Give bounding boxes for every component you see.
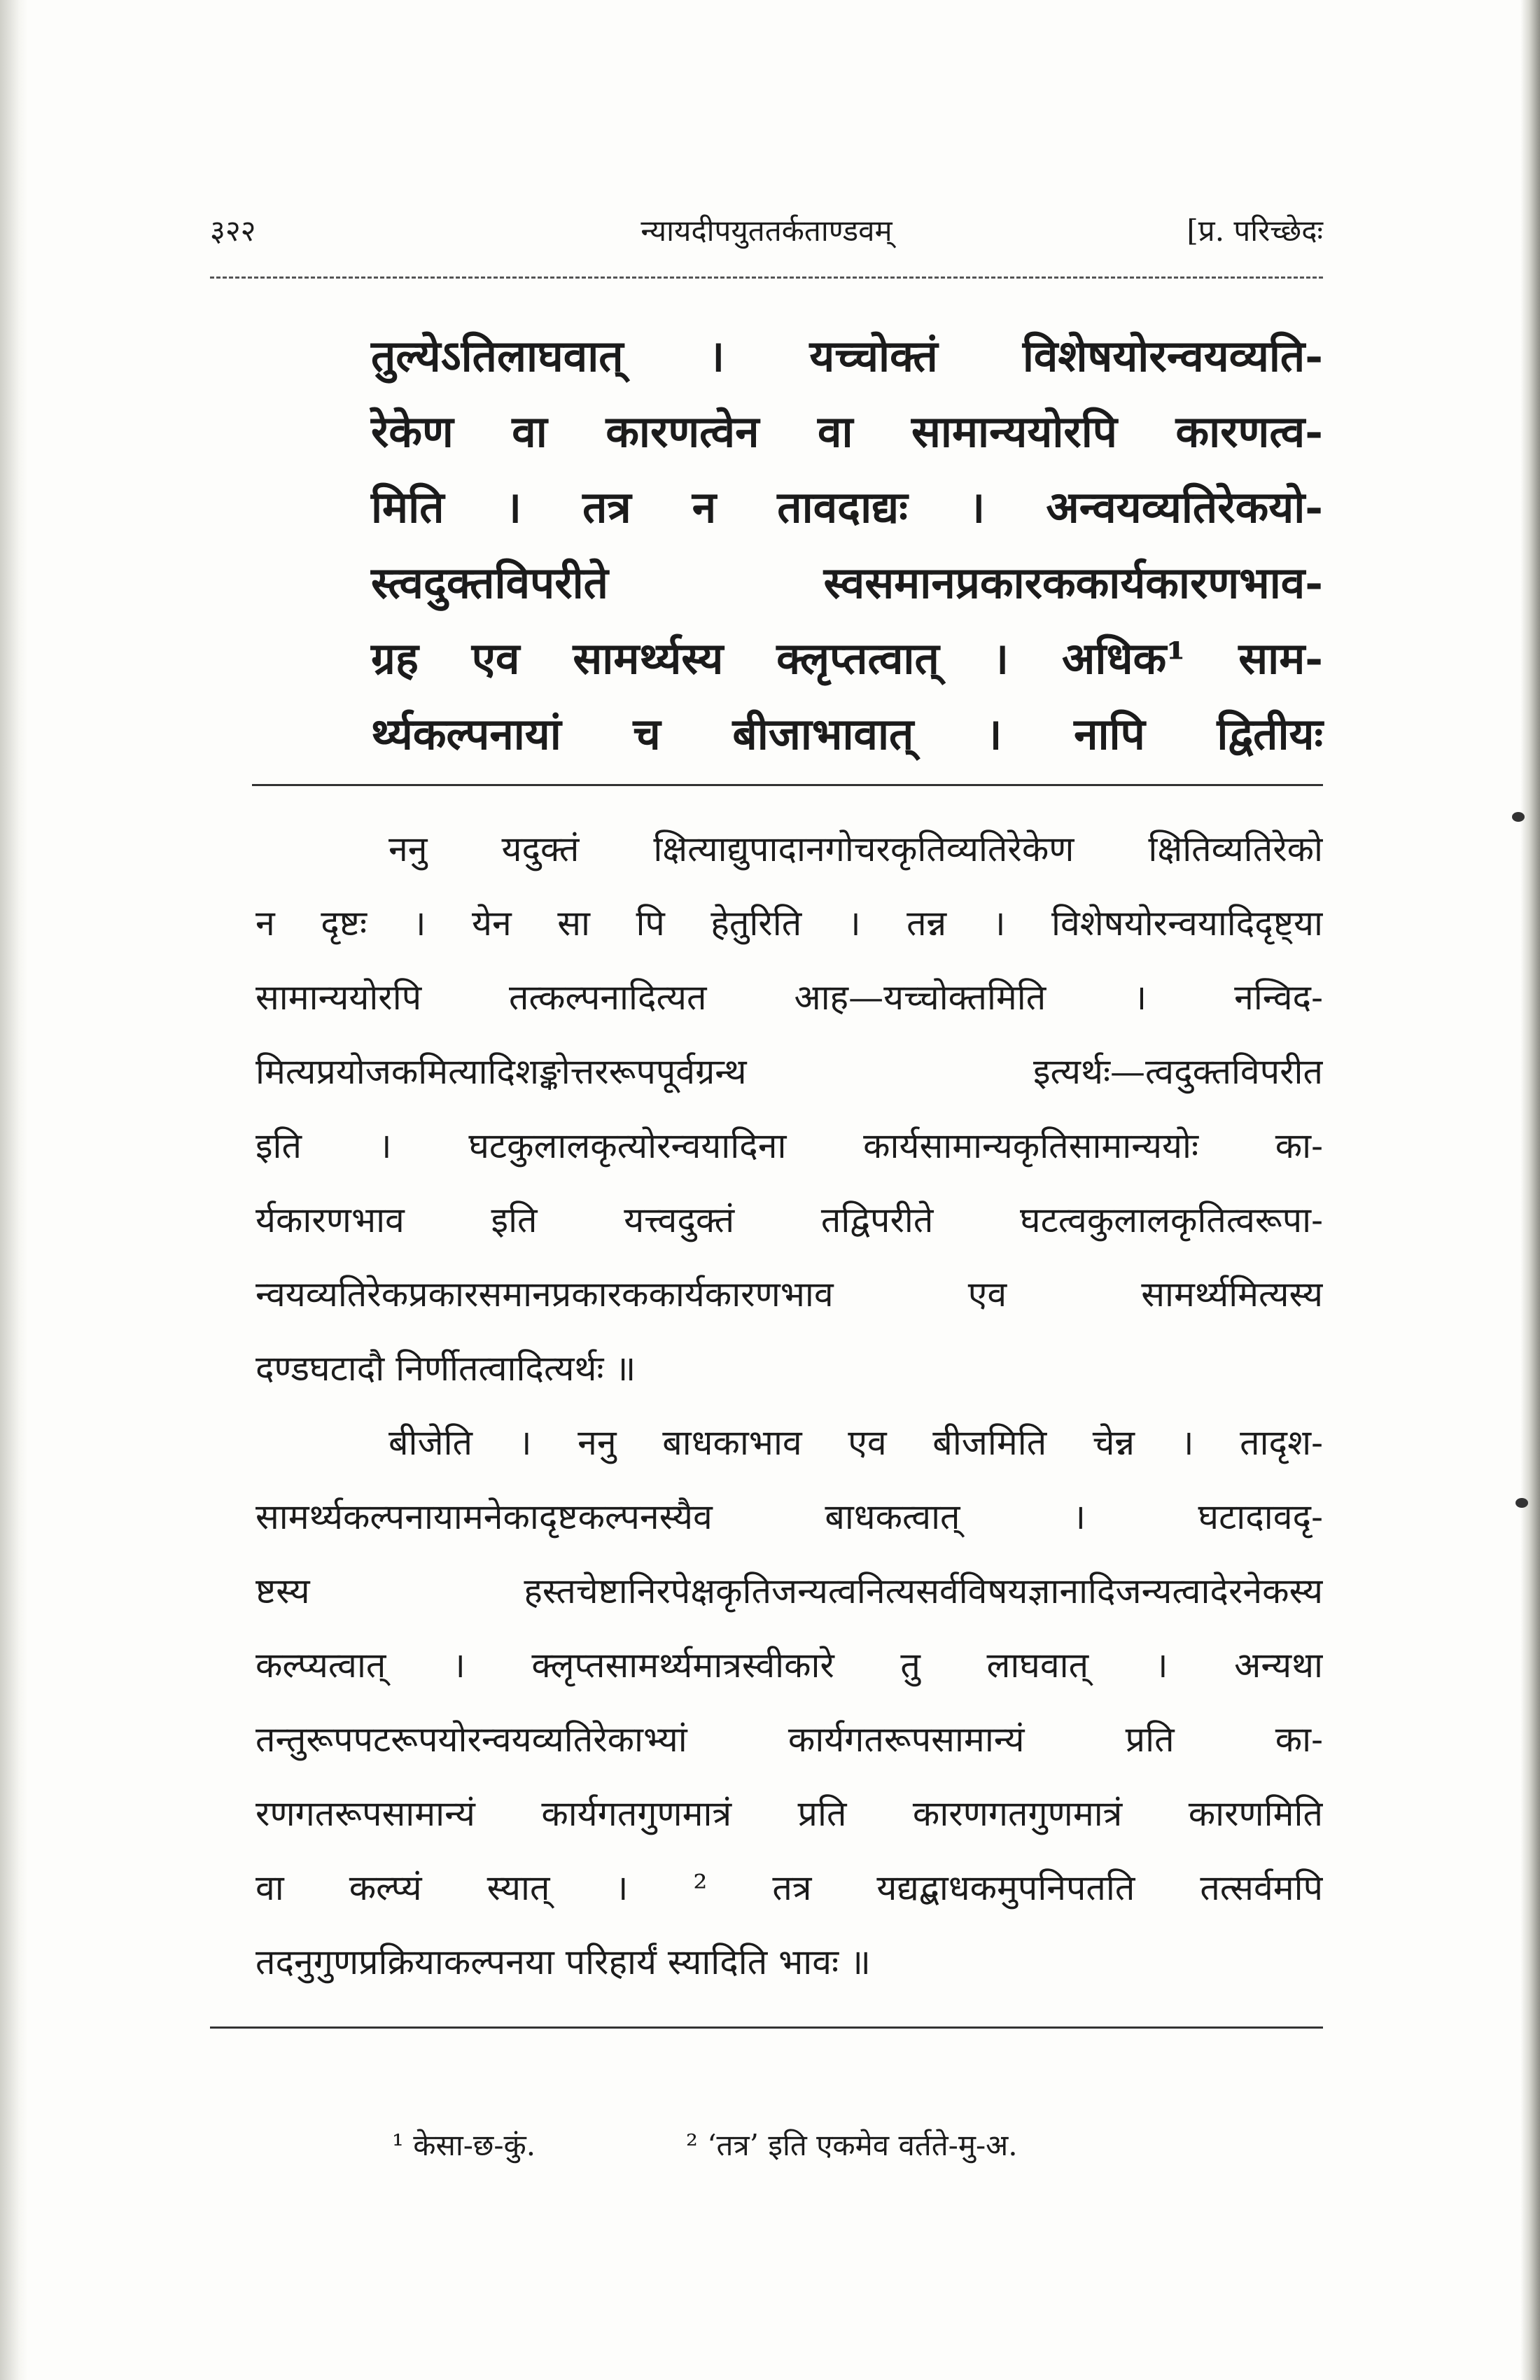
commentary-line: दण्डघटादौ निर्णीतत्वादित्यर्थः ॥	[255, 1348, 636, 1389]
footnote-1: ¹ केसा-छ-कुं.	[392, 2128, 536, 2162]
commentary-line: रणगतरूपसामान्यं कार्यगतगुणमात्रं प्रति कारणगतगुणमात्रं कारणमिति	[255, 1793, 1323, 1834]
footnote-2: ² ‘तत्र’ इति एकमेव वर्तते-मु-अ.	[686, 2128, 1018, 2162]
commentary-block	[255, 812, 1323, 1999]
commentary-line: र्यकारणभाव इति यत्त्वदुक्तं तद्विपरीते घटत्वकुलालकृतित्वरूपा-	[255, 1200, 1323, 1240]
commentary-line: ननु यदुक्तं क्षित्याद्युपादानगोचरकृतिव्यतिरेकेण क्षितिव्यतिरेको	[388, 829, 1323, 869]
footnote-divider	[210, 2026, 1323, 2029]
header-divider	[210, 276, 1323, 279]
page-mark	[1512, 812, 1525, 822]
page-left-edge	[0, 0, 28, 2380]
commentary-line: न्वयव्यतिरेकप्रकारसमानप्रकारककार्यकारणभाव एव सामर्थ्यमित्यस्य	[255, 1274, 1323, 1315]
commentary-line: तन्तुरूपपटरूपयोरन्वयव्यतिरेकाभ्यां कार्यगतरूपसामान्यं प्रति का-	[255, 1719, 1323, 1760]
root-text-line: ग्रह एव सामर्थ्यस्य क्लृप्तत्वात् । अधिक¹ साम-	[371, 633, 1323, 684]
root-text-line: स्त्वदुक्तविपरीते स्वसमानप्रकारककार्यकारणभाव-	[371, 557, 1323, 608]
running-title: न्यायदीपयुततर्कताण्डवम्	[640, 214, 892, 248]
commentary-line: कल्प्यत्वात् । क्लृप्तसामर्थ्यमात्रस्वीकारे तु लाघवात् । अन्यथा	[255, 1645, 1323, 1686]
commentary-line: इति । घटकुलालकृत्योरन्वयादिना कार्यसामान्यकृतिसामान्ययोः का-	[255, 1126, 1323, 1166]
page-number: ३२२	[210, 214, 256, 248]
root-text-line: रेकेण वा कारणत्वेन वा सामान्ययोरपि कारणत्व-	[371, 406, 1323, 457]
commentary-line: मित्यप्रयोजकमित्यादिशङ्कोत्तररूपपूर्वग्रन्थ इत्यर्थः—त्वदुक्तविपरीत	[255, 1051, 1323, 1092]
root-text-line: मिति । तत्र न तावदाद्यः । अन्वयव्यतिरेकयो-	[371, 482, 1323, 533]
commentary-line: सामान्ययोरपि तत्कल्पनादित्यत आह—यच्चोक्तमिति । नन्विद-	[255, 977, 1323, 1018]
page-right-edge	[1520, 0, 1540, 2380]
root-text-block	[371, 318, 1323, 772]
commentary-line: वा कल्प्यं स्यात् । ² तत्र यद्यद्बाधकमुपनिपतति तत्सर्वमपि	[255, 1868, 1323, 1908]
commentary-line: सामर्थ्यकल्पनायामनेकादृष्टकल्पनस्यैव बाधकत्वात् । घटादावदृ-	[255, 1497, 1323, 1537]
text-commentary-divider	[252, 784, 1323, 786]
commentary-line: न दृष्टः । येन सा पि हेतुरिति । तन्न । विशेषयोरन्वयादिदृष्ट्या	[255, 903, 1323, 944]
section-label: [प्र. परिच्छेदः	[1186, 214, 1323, 248]
page-mark	[1516, 1498, 1528, 1508]
root-text-line: तुल्येऽतिलाघवात् । यच्चोक्तं विशेषयोरन्वयव्यति-	[371, 330, 1323, 382]
commentary-line: ष्टस्य हस्तचेष्टानिरपेक्षकृतिजन्यत्वनित्यसर्वविषयज्ञानादिजन्यत्वादेरनेकस्य	[255, 1571, 1323, 1611]
root-text-line: र्थ्यकल्पनायां च बीजाभावात् । नापि द्वितीयः	[371, 708, 1323, 760]
commentary-line: तदनुगुणप्रक्रियाकल्पनया परिहार्यं स्यादिति भावः ॥	[255, 1942, 871, 1982]
commentary-line: बीजेति । ननु बाधकाभाव एव बीजमिति चेन्न । तादृश-	[388, 1422, 1323, 1463]
page-header	[210, 203, 1323, 266]
